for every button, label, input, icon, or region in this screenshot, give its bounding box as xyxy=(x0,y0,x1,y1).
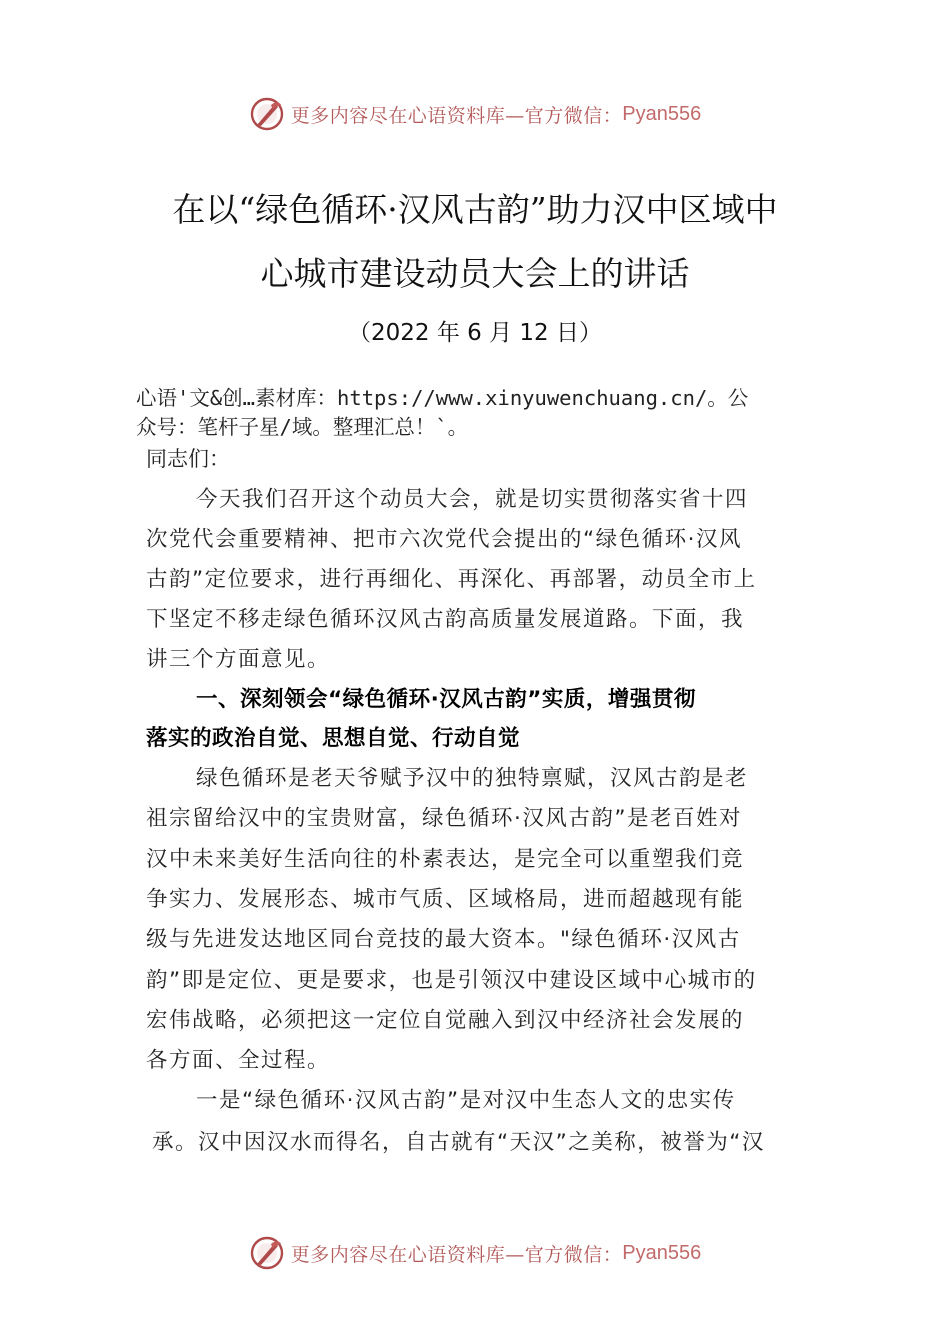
paragraph-1-line: 下坚定不移走绿色循环汉风古韵高质量发展道路。下面，我 xyxy=(146,607,745,632)
section-heading-line: 一、深刻领会“绿色循环·汉风古韵”实质，增强贯彻 xyxy=(196,687,696,712)
paragraph-2-line: 祖宗留给汉中的宝贵财富，绿色循环·汉风古韵”是老百姓对 xyxy=(146,806,742,831)
paragraph-2-line: 争实力、发展形态、城市气质、区域格局，进而超越现有能 xyxy=(146,887,745,912)
banner-wechat-id: Pyan556 xyxy=(622,1241,702,1264)
paragraph-2-line: 汉中未来美好生活向往的朴素表达，是完全可以重塑我们竞 xyxy=(146,847,745,872)
paragraph-3-line: 一是“绿色循环·汉风古韵”是对汉中生态人文的忠实传 xyxy=(196,1088,736,1113)
paragraph-3-line: 承。汉中因汉水而得名，自古就有“天汉”之美称，被誉为“汉 xyxy=(152,1130,765,1155)
paragraph-2-line: 韵”即是定位、更是要求，也是引领汉中建设区域中心城市的 xyxy=(146,968,757,993)
paragraph-1-line: 今天我们召开这个动员大会，就是切实贯彻落实省十四 xyxy=(196,487,749,512)
source-note-line-2: 众号：笔杆子星/域。整理汇总！`。 xyxy=(136,415,469,439)
banner-text: 更多内容尽在心语资料库—官方微信： xyxy=(290,1243,623,1266)
quill-logo-icon xyxy=(249,1235,285,1271)
banner-text: 更多内容尽在心语资料库—官方微信： xyxy=(290,104,623,127)
paragraph-2-line: 级与先进发达地区同台竞技的最大资本。"绿色循环·汉风古 xyxy=(146,927,741,952)
paragraph-2-line: 绿色循环是老天爷赋予汉中的独特禀赋，汉风古韵是老 xyxy=(196,766,749,791)
greeting: 同志们： xyxy=(146,447,230,471)
document-date: （2022 年 6 月 12 日） xyxy=(348,320,602,346)
source-note-line-1: 心语'文&创…素材库：https://www.xinyuwenchuang.cn/。公 xyxy=(136,386,749,410)
footer-banner xyxy=(0,1231,950,1275)
document-title-line-2: 心城市建设动员大会上的讲话 xyxy=(260,254,690,293)
quill-logo-icon xyxy=(249,96,285,132)
paragraph-2-line: 宏伟战略，必须把这一定位自觉融入到汉中经济社会发展的 xyxy=(146,1008,745,1033)
banner-wechat-id: Pyan556 xyxy=(622,102,702,125)
document-title-line-1: 在以“绿色循环·汉风古韵”助力汉中区域中 xyxy=(172,190,778,229)
header-banner xyxy=(0,92,950,136)
paragraph-1-line: 次党代会重要精神、把市六次党代会提出的“绿色循环·汉风 xyxy=(146,527,742,552)
paragraph-1-line: 讲三个方面意见。 xyxy=(146,647,331,672)
paragraph-1-line: 古韵”定位要求，进行再细化、再深化、再部署，动员全市上 xyxy=(146,567,757,592)
paragraph-2-line: 各方面、全过程。 xyxy=(146,1048,331,1073)
section-heading-line: 落实的政治自觉、思想自觉、行动自觉 xyxy=(146,726,521,751)
